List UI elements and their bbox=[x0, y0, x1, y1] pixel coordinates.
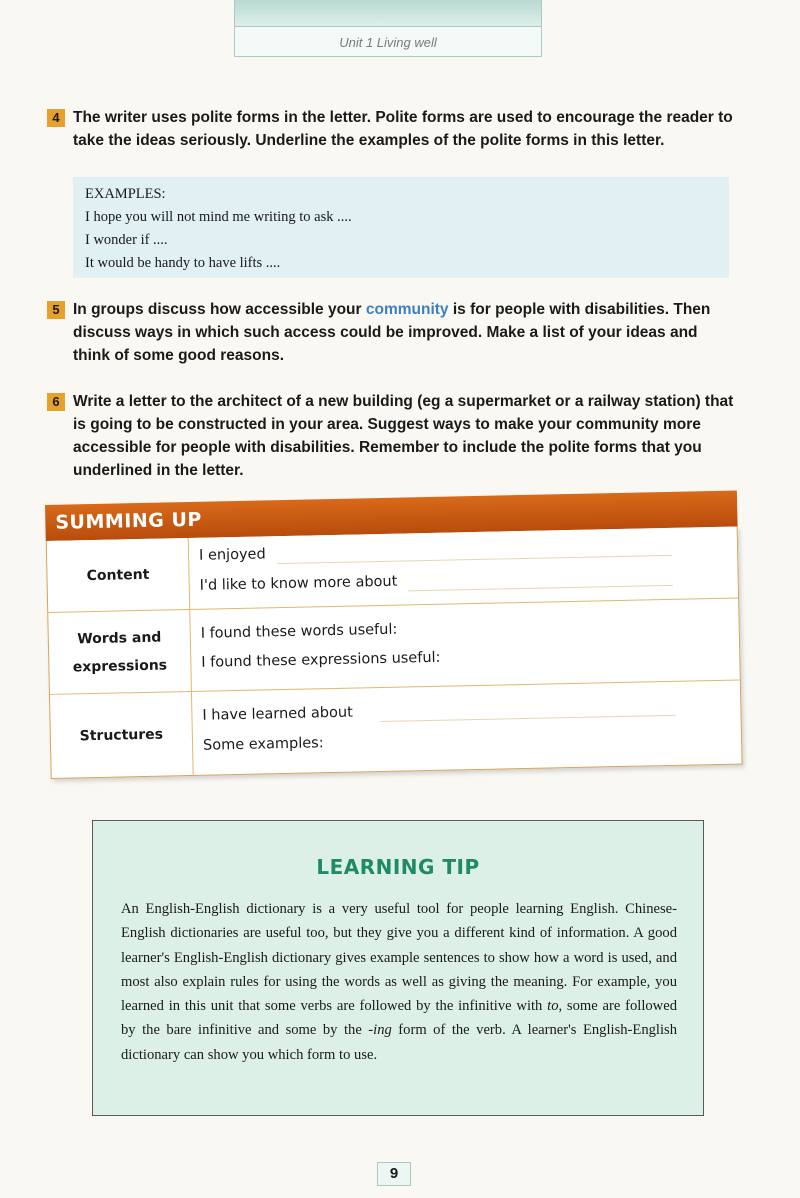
task-4 bbox=[47, 106, 737, 152]
row-label-text: Words and bbox=[77, 629, 162, 647]
row-line: I enjoyed bbox=[198, 546, 266, 564]
task-number-badge: 4 bbox=[47, 109, 65, 127]
tip-text: , some are followed by the bare infinitive and some by the bbox=[121, 998, 677, 1039]
row-label bbox=[50, 692, 194, 779]
examples-box bbox=[73, 177, 729, 278]
unit-header-tab bbox=[234, 0, 542, 57]
task-5 bbox=[47, 298, 737, 367]
summing-row-words bbox=[48, 599, 740, 695]
task-text: Write a letter to the architect of a new building (eg a supermarket or a railway station) that is going to be constructed in your area. Suggest ways to make your community more accessible for people with disabilities. Remember to include the polite forms that you underlined in the letter. bbox=[73, 393, 734, 479]
task-text: The writer uses polite forms in the letter. Polite forms are used to encourage the reader to take the ideas seriously. Underline the examples of the polite forms in this letter. bbox=[73, 109, 733, 149]
unit-label: Unit 1 Living well bbox=[339, 35, 437, 50]
page-number: 9 bbox=[377, 1162, 411, 1186]
row-line: Some examples: bbox=[202, 735, 324, 754]
highlighted-word: community bbox=[365, 301, 449, 318]
tip-italic: to bbox=[547, 998, 559, 1015]
tip-text: An English-English dictionary is a very useful tool for people learning English. Chinese-English dictionaries are useful too, but they give you a different kind of information. A good learner's English-English dictionary gives example sentences to show how a word is used, and most also explain rules for using the words as well as giving the meaning. For example, you learned in this unit that some verbs are followed by the infinitive with bbox=[121, 901, 677, 1015]
row-label bbox=[47, 538, 190, 612]
task-number-badge: 6 bbox=[47, 393, 65, 411]
task-6 bbox=[47, 390, 737, 482]
task-text-part: In groups discuss how accessible your bbox=[73, 301, 366, 318]
row-label bbox=[48, 610, 192, 694]
summing-up-title: SUMMING UP bbox=[45, 491, 738, 541]
row-line: I found these words useful: bbox=[200, 621, 398, 642]
summing-up-table bbox=[45, 491, 743, 780]
summing-up-body bbox=[46, 526, 743, 778]
row-line: I have learned about bbox=[202, 704, 353, 724]
learning-tip-paragraph bbox=[121, 897, 677, 1067]
summing-row-structures bbox=[50, 680, 742, 778]
row-line: I found these expressions useful: bbox=[201, 649, 441, 671]
task-number-badge: 5 bbox=[47, 301, 65, 319]
example-line: I wonder if .... bbox=[85, 232, 168, 248]
tip-italic: -ing bbox=[368, 1022, 392, 1039]
tip-text: form of the verb. A learner's English-English dictionary can show you which form to use. bbox=[121, 1022, 677, 1063]
write-line bbox=[408, 585, 673, 592]
row-label-text: Structures bbox=[79, 726, 164, 745]
write-line bbox=[277, 555, 672, 564]
row-label-text: Content bbox=[86, 566, 150, 584]
example-line: I hope you will not mind me writing to ask .... bbox=[85, 209, 352, 225]
learning-tip-title: LEARNING TIP bbox=[316, 855, 480, 879]
examples-heading: EXAMPLES: bbox=[85, 186, 166, 202]
task-text bbox=[73, 298, 737, 367]
task-text-part: is for people with disabilities. Then discuss ways in which such access could be improved. Make a list of your ideas and think of some good reasons. bbox=[73, 301, 711, 364]
example-line: It would be handy to have lifts .... bbox=[85, 255, 281, 271]
learning-tip-box bbox=[92, 820, 704, 1116]
row-line: I'd like to know more about bbox=[199, 573, 398, 594]
header-water-image bbox=[235, 0, 541, 27]
write-line bbox=[381, 715, 676, 722]
row-label-text: expressions bbox=[72, 656, 168, 675]
